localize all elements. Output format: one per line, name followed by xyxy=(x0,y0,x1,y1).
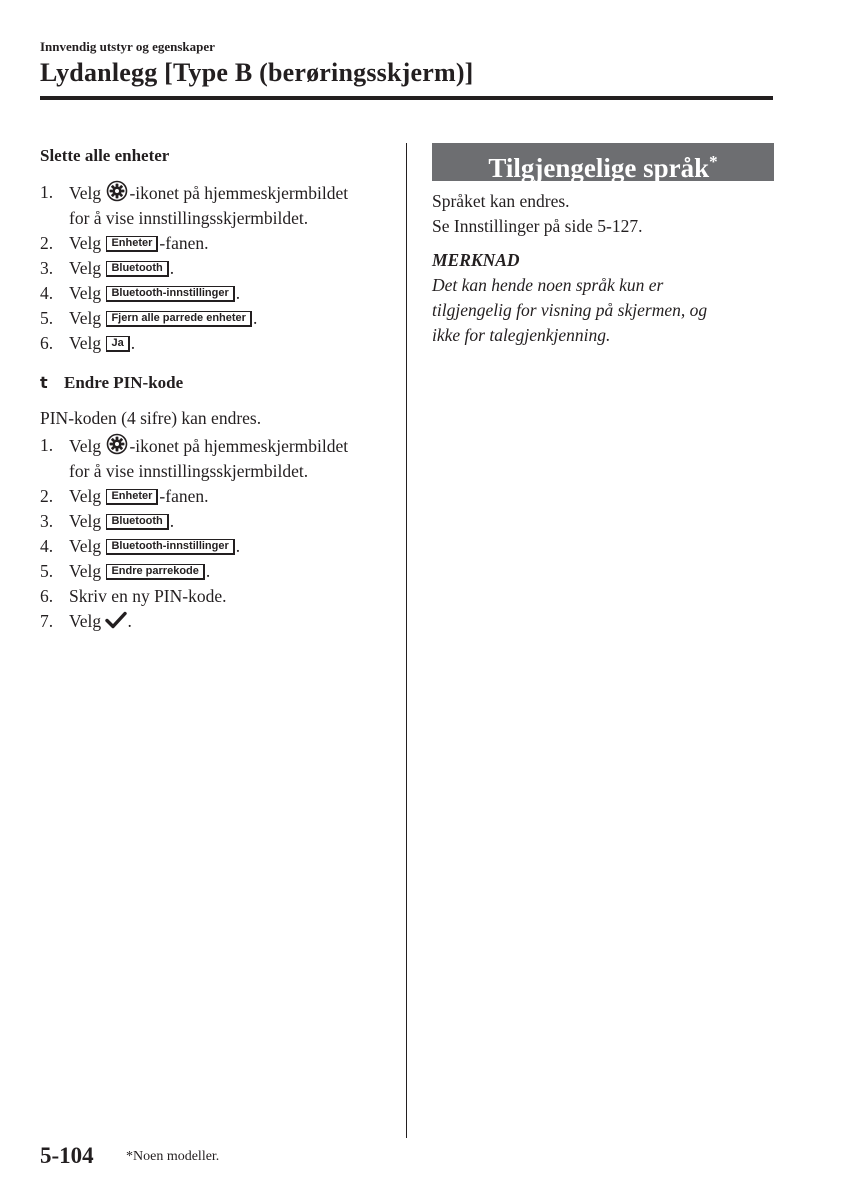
step-item xyxy=(40,231,392,256)
right-column xyxy=(432,143,774,348)
step-item xyxy=(40,609,392,634)
step-item xyxy=(40,433,392,484)
step-text-content: Skriv en ny PIN-kode. xyxy=(69,586,227,606)
step-item xyxy=(40,306,392,331)
section-banner xyxy=(432,143,774,181)
note-heading: MERKNAD xyxy=(432,250,520,270)
page-title: Lydanlegg [Type B (berøringsskjerm)] xyxy=(40,58,474,87)
step-text xyxy=(69,484,392,509)
section-heading-change-pin xyxy=(40,369,392,395)
step-text xyxy=(69,306,392,331)
ui-button-reference: Bluetooth-innstillinger xyxy=(106,286,234,302)
section-heading-label: Endre PIN-kode xyxy=(64,372,184,392)
left-column xyxy=(40,143,392,634)
step-number: 3. xyxy=(40,511,54,531)
step-prefix: Velg xyxy=(69,333,106,353)
column-divider xyxy=(406,143,407,1138)
step-number: 1. xyxy=(40,435,54,455)
step-suffix: -ikonet på hjemmeskjermbildet xyxy=(129,183,349,203)
step-text xyxy=(69,281,392,306)
step-suffix: . xyxy=(169,511,175,531)
banner-asterisk: * xyxy=(709,152,718,171)
step-text xyxy=(69,534,392,559)
step-text xyxy=(69,256,392,281)
note-line: ikke for talegjenkjenning. xyxy=(432,325,611,345)
checkmark-icon xyxy=(105,611,127,629)
step-suffix: . xyxy=(235,536,241,556)
gear-icon xyxy=(106,180,128,202)
chapter-label: Innvendig utstyr og egenskaper xyxy=(40,39,215,54)
step-text xyxy=(69,433,392,459)
step-prefix: Velg xyxy=(69,183,106,203)
step-item xyxy=(40,281,392,306)
step-number: 3. xyxy=(40,258,54,278)
step-continuation: for å vise innstillingsskjermbildet. xyxy=(69,208,309,228)
step-suffix: -ikonet på hjemmeskjermbildet xyxy=(129,436,349,456)
body-line: Språket kan endres. xyxy=(432,191,570,211)
step-text xyxy=(69,509,392,534)
bullet-icon: t xyxy=(40,372,48,392)
step-number: 2. xyxy=(40,233,54,253)
ui-button-reference: Ja xyxy=(106,336,129,352)
step-prefix: Velg xyxy=(69,611,106,631)
steps-change-pin xyxy=(40,433,392,634)
step-text xyxy=(69,231,392,256)
step-suffix: . xyxy=(127,611,132,631)
ui-button-reference: Bluetooth xyxy=(106,514,168,530)
step-prefix: Velg xyxy=(69,486,106,506)
steps-delete-devices xyxy=(40,180,392,356)
step-suffix: . xyxy=(252,308,258,328)
step-item xyxy=(40,559,392,584)
step-prefix: Velg xyxy=(69,283,106,303)
page-number: 5-104 xyxy=(40,1143,94,1168)
ui-button-reference: Bluetooth xyxy=(106,261,168,277)
step-number: 6. xyxy=(40,586,54,606)
step-prefix: Velg xyxy=(69,308,106,328)
step-text xyxy=(69,331,392,356)
step-prefix: Velg xyxy=(69,258,106,278)
title-divider xyxy=(40,96,773,100)
step-prefix: Velg xyxy=(69,561,106,581)
step-number: 5. xyxy=(40,308,54,328)
ui-button-reference: Fjern alle parrede enheter xyxy=(106,311,252,327)
step-suffix: . xyxy=(169,258,175,278)
footnote: *Noen modeller. xyxy=(126,1149,220,1164)
step-item xyxy=(40,509,392,534)
step-prefix: Velg xyxy=(69,436,106,456)
step-item xyxy=(40,584,392,609)
step-item xyxy=(40,484,392,509)
step-suffix: . xyxy=(205,561,211,581)
step-continuation: for å vise innstillingsskjermbildet. xyxy=(69,461,309,481)
step-number: 4. xyxy=(40,283,54,303)
section-heading-delete-devices: Slette alle enheter xyxy=(40,146,170,165)
step-number: 7. xyxy=(40,611,54,631)
step-number: 6. xyxy=(40,333,54,353)
step-number: 5. xyxy=(40,561,54,581)
step-number: 4. xyxy=(40,536,54,556)
step-text xyxy=(69,609,392,634)
step-text xyxy=(69,584,392,609)
step-item xyxy=(40,534,392,559)
body-line: Se Innstillinger på side 5-127. xyxy=(432,216,643,236)
step-prefix: Velg xyxy=(69,511,106,531)
step-number: 1. xyxy=(40,182,54,202)
gear-icon xyxy=(106,433,128,455)
step-text xyxy=(69,559,392,584)
ui-button-reference: Enheter xyxy=(106,489,158,505)
note-line: tilgjengelig for visning på skjermen, og xyxy=(432,300,708,320)
note-line: Det kan hende noen språk kun er xyxy=(432,275,664,295)
step-suffix: -fanen. xyxy=(159,233,209,253)
step-prefix: Velg xyxy=(69,233,106,253)
step-suffix: . xyxy=(130,333,136,353)
ui-button-reference: Endre parrekode xyxy=(106,564,204,580)
banner-title: Tilgjengelige språk xyxy=(488,153,710,183)
step-text xyxy=(69,180,392,206)
step-item xyxy=(40,180,392,231)
intro-text: PIN-koden (4 sifre) kan endres. xyxy=(40,408,262,428)
step-item xyxy=(40,331,392,356)
step-suffix: -fanen. xyxy=(159,486,209,506)
ui-button-reference: Bluetooth-innstillinger xyxy=(106,539,234,555)
step-number: 2. xyxy=(40,486,54,506)
ui-button-reference: Enheter xyxy=(106,236,158,252)
step-prefix: Velg xyxy=(69,536,106,556)
step-suffix: . xyxy=(235,283,241,303)
step-item xyxy=(40,256,392,281)
